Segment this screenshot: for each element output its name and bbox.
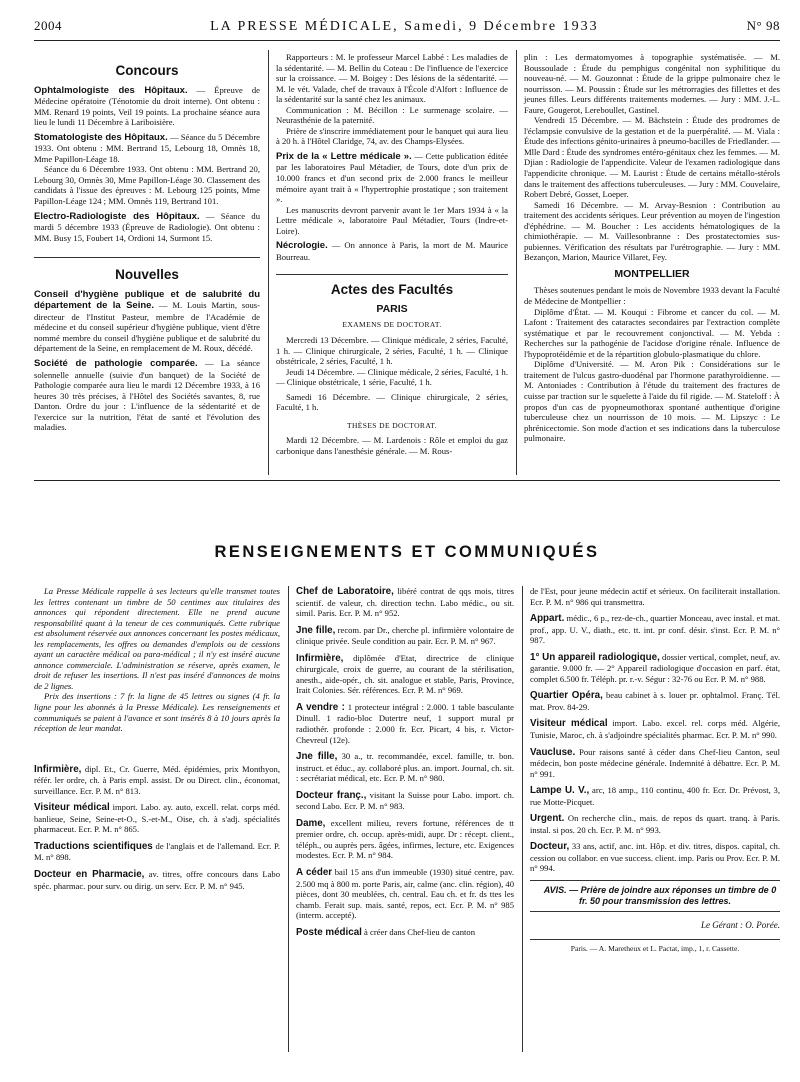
ad-item: Traductions scientifiques de l'anglais et de l'allemand. Ecr. P. M. n° 898. bbox=[34, 840, 281, 863]
column-ads-right bbox=[530, 586, 780, 954]
ad-item: A céder bail 15 ans d'un immeuble (1930) situé centre, pav. 2.500 mq à 800 m. porte Paris, air, calme (anc. clin. région), 40 pièces, dont 30 meublées, ch. central. Eau ch. et fr. ds ttes les chamb. Ferait sup. mais. santé, repos, ect. Ecr. P. M. n° 985 (interm. accepté). bbox=[296, 867, 514, 921]
ad-item: Infirmière, diplômée d'Etat, directrice de clinique chirurgicale, croix de guerre, au courant de la stérilisation, anesth., aide-opér., ch. sit. analogue et stable, Paris, Province, Irait Colonies. Sér. références. Ecr. P. M. n° 969. bbox=[296, 652, 514, 696]
diplome-universite-text: Diplôme d'Université. — M. Aron Pik : Considérations sur le traitement de l'ulcus gastro-duodénal par l'hormone parathyroïdienne. — M. Antoniades : Contribution à l'étude du traitement des fractures de cuisse par traction sur le squelette à l'aide du fil rigide. — M. Stateloff : À propos d'un cas de pyopneumothorax spontané authentique d'origine tuberculeuse chez un nourrisson de 10 mois. — M. Lipszyc : Le phrénicectomie. Son mode d'action et ses indications dans la tuberculose pulmonaire. bbox=[524, 359, 780, 444]
ad-item: Lampe U. V., arc, 18 amp., 110 continu, 400 fr. Ecr. Dr. Prévost, 3, rue Motte-Picquet. bbox=[530, 785, 780, 807]
concours-item: Electro-Radiologiste des Hôpitaux. — Séance du mardi 5 décembre 1933 (Épreuve de Radiologie). Ont obtenu : MM. Busy 15, Foubert 14, Ordioni 14, Surmont 15. bbox=[34, 210, 260, 243]
necrologie-item: Nécrologie. — On annonce à Paris, la mort de M. Maurice Bourreau. bbox=[276, 240, 508, 262]
prix-item: Prix de la « Lettre médicale ». — Cette publication éditée par les laboratoires Paul Métadier, de Tours, dote d'un prix de 10.000 francs et d'un second prix de 2.000 francs le meilleur mémoire ayant trait à « l'hypertrophie prostatique ; son traitement ». bbox=[276, 150, 508, 205]
theses-continued: plin : Les dermatomyomes à topographie systématisée. — M. Boussoulade : Étude du pemphigus congénital non syphilitique du nouveau-né. — M. Gouzonnat : Étude de la grippe pulmonaire chez le nourrisson. — M. Poussin : Étude sur les métrorragies des fillettes et des jeunes filles. Leurs différents traitements modernes. — Jury : MM. J.-L. Faure, Gougerot, Lereboullet, Gastinel. bbox=[524, 52, 780, 115]
column-ads-middle bbox=[296, 586, 514, 938]
ad-item: Jne fille, 30 a., tr. recommandée, excel. famille, tr. bon. instruct. et éduc., ay. collaboré plus. an. import. Journal, ch. sit. : secrétariat médical, etc. Ecr. P. M. n° 980. bbox=[296, 751, 515, 784]
column-rule bbox=[268, 50, 269, 475]
ad-item: Infirmière, dipl. Et., Cr. Guerre, Méd. épidémies, prix Monthyon, référ. ler ordre, ch. à Paris empl. assist. Dr ou Direct. clin., économat, surveillance. Ecr. P. M. n° 813. bbox=[34, 763, 280, 796]
nouvelles-item: Société de pathologie comparée. — La séance solennelle annuelle (suivie d'un banquet) de la Société de Pathologie comparée aura lieu le mardi 12 Décembre 1933, à 16 heures 30 très précises, à l'Hôtel des Sociétés savantes, 8, rue Danton. Ordre du jour : L'influence de la sédentarité et de l'exercice sur la nutrition, l'état de santé et l'évolution des maladies. bbox=[34, 358, 260, 433]
ad-item: Vaucluse. Pour raisons santé à céder dans Chef-lieu Canton, seul médecin, bon poste médecine générale. Indemnité à débattre. Ecr. P. M. n° 991. bbox=[530, 746, 780, 779]
imprimeur-text: Paris. — A. Maretheux et L. Pactat, imp., 1, r. Cassette. bbox=[570, 943, 740, 953]
page-number: 2004 bbox=[34, 18, 62, 33]
ad-item: Quartier Opéra, beau cabinet à s. louer pr. ophtalmol. Franç. Tél. mat. Prov. 84-29. bbox=[530, 690, 781, 712]
vendredi-text: Vendredi 15 Décembre. — M. Bächstein : Étude des prodromes de l'éclampsie convulsive de la gestation et de la puerpéralité. — M. Viala : Étude des infections génito-urinaires à pneumo-bacilles de Friedlander. — Mlle Dard : Étude des syndromes entéro-génitaux chez les femmes. — M. Djian : Radiologie de l'appendicite. Valeur de l'examen radiologique dans l'appendicite chronique. — M. Laurist : Étude de certains métallo-stérols dans le traitement des affections tuberculeuses. — Jury : MM. Couvelaire, Robert Debré, Gosset, Loeper. bbox=[524, 115, 780, 200]
header-rule bbox=[34, 40, 780, 41]
concours-item: Séance du 6 Décembre 1933. Ont obtenu : MM. Bertrand 20, Lebourg 30, Omnès 30, Mme Papillon-Léage 30. Classement des candidats à l'issue des épreuves : M. Lebourg 125 points, Mme Papillon-Léage 124 ; MM. Omnès 119, Bertrand 101. bbox=[34, 164, 260, 207]
issue-date: Samedi, 9 Décembre 1933 bbox=[404, 19, 599, 34]
ad-item: Urgent. On recherche clin., mais. de repos ds quart. tranq. à Paris. instal. si pos. 20 ch. Ecr. P. M. n° 993. bbox=[530, 813, 780, 835]
ad-item: Docteur franç., visitant la Suisse pour Labo. import. ch. second Labo. Ecr. P. M. n° 983. bbox=[296, 789, 515, 812]
column-rule bbox=[516, 50, 517, 475]
renseignements-banner: RENSEIGNEMENTS ET COMMUNIQUÉS bbox=[214, 543, 600, 561]
section-divider bbox=[276, 274, 508, 275]
rapporteurs-text: Rapporteurs : M. le professeur Marcel Labbé : Les maladies de la sédentarité. — M. Bellin du Coteau : De l'influence de l'exercice sur la croissance. — M. Boigey : Des lésions de la sédentarité. — M. le vét. Valade, chef de travaux à l'École d'Alfort : Influence de la sédentarité sur la santé chez les animaux. bbox=[276, 52, 508, 105]
paris-heading: PARIS bbox=[376, 302, 408, 315]
issue-number: N° 98 bbox=[746, 18, 780, 33]
theses-heading: THÈSES DE DOCTORAT. bbox=[346, 420, 438, 430]
nouvelles-item: Conseil d'hygiène publique et de salubrité du département de la Seine. — M. Louis Martin, sous-directeur de l'Institut Pasteur, membre de l'Académie de médecine et du conseil supérieur d'hygiène publique, vient d'être nommé membre du conseil d'hygiène publique et de salubrité du département de la Seine, en remplacement de M. Roux, décédé. bbox=[34, 288, 260, 354]
column-concours-nouvelles bbox=[34, 63, 261, 433]
montpellier-heading: MONTPELLIER bbox=[614, 267, 690, 280]
column-rule bbox=[288, 586, 289, 1052]
samedi-text: Samedi 16 Décembre. — Clinique chirurgicale, 2 séries, Faculté, 1 h. bbox=[276, 391, 508, 413]
ad-item: A vendre : 1 protecteur intégral : 2.000. 1 table basculante Dinull. 1 radio-bloc Dutertre neuf, 1 support mural pr radiothér. profonde : 2.000 fr. Ecr. Picart, 4 bis, r. Victor-Chevreul (12e). bbox=[296, 701, 515, 745]
column-middle bbox=[276, 52, 508, 457]
mardi-text: Mardi 12 Décembre. — M. Lardenois : Rôle et emploi du gaz carbonique dans l'anesthésie générale. — M. Rous- bbox=[276, 435, 508, 456]
ad-item: de l'Est, pour jeune médecin actif et sérieux. On faciliterait installation. Ecr. P. M. n° 986 qui transmettra. bbox=[530, 586, 780, 607]
column-ads-left bbox=[34, 586, 280, 891]
ad-item: Appart. médic., 6 p., rez-de-ch., quartier Monceau, avec instal. et mat. prof., app. U. V., diath., etc. tt. int. pr conf. désir. s'inst. Ecr. P. M. n° 987. bbox=[530, 613, 780, 646]
facultes-title: Actes des Facultés bbox=[330, 282, 454, 298]
avis-rule bbox=[530, 880, 780, 881]
nouvelles-title: Nouvelles bbox=[115, 267, 179, 283]
banquet-text: Prière de s'inscrire immédiatement pour le banquet qui aura lieu à 20 h. à l'Hôtel Claridge, 74, av. des Champs-Elysées. bbox=[276, 125, 508, 147]
notice-text: La Presse Médicale rappelle à ses lecteurs qu'elle transmet toutes les lettres contenant un timbre de 50 centimes aux titulaires des annonces qui répondent directement. Elle ne prend aucune responsabilité quant à la teneur de ces communiqués. Cette rubrique est absolument réservée aux annonces concernant les postes médicaux, les remplacements, les offres ou demandes d'emplois ou de cessions ayant un caractère médical ou para-médical ; il n'y est inséré aucune annonce commerciale. L'administration se réserve, après examen, le droit de refuser les insertions. Il n'est pas inséré d'annonces de moins de 2 lignes. bbox=[34, 586, 280, 691]
mercredi-text: Mercredi 13 Décembre. — Clinique médicale, 2 séries, Faculté, 1 h. — Clinique chirurgicale, 2 séries, Faculté, 1 h. — Clinique obstétricale, 2 séries, Faculté, 1 h. bbox=[276, 335, 508, 367]
avis-rule bbox=[530, 911, 780, 912]
samedi-theses-text: Samedi 16 Décembre. — M. Arvay-Besnion : Contribution au traitement des accidents sériques. Leur prévention au moyen de l'ingestion d'éphédrine. — M. Boucher : Les accidents hématologiques de la chimiothérapie. — M. Vaillesonbranne : Des prostatectomies sus-pubiennes. Vérification des résultats par l'urétrographie. — Jury : MM. Bezançon, Marion, Maurice Villaret, Fey. bbox=[524, 199, 780, 263]
section-divider bbox=[34, 257, 260, 258]
gerant-text: Le Gérant : O. Porée. bbox=[701, 920, 780, 931]
section-rule bbox=[34, 480, 780, 481]
ad-item: Visiteur médical import. Labo. excel. rel. corps méd. Algérie, Tunisie, Maroc, ch. à s'adjoindre spécialités pharmac. Ecr. P. M. n° 990. bbox=[530, 718, 780, 741]
montpellier-intro: Thèses soutenues pendant le mois de Novembre 1933 devant la Faculté de Médecine de Montpellier : bbox=[524, 285, 780, 307]
ad-item: Chef de Laboratoire, libéré contrat de qqs mois, titres scientif. de valeur, ch. direction techn. Labo médic., ou sit. simil. Paris. Ecr. P. M. n° 952. bbox=[296, 586, 514, 619]
communication-text: Communication : M. Bécillon : Le surmenage scolaire. — Neurasthénie de la paternité. bbox=[276, 104, 508, 126]
imprimeur-rule bbox=[530, 939, 780, 940]
avis-text: AVIS. — Prière de joindre aux réponses un timbre de 0 fr. 50 pour transmission des lettres. bbox=[543, 885, 777, 907]
ad-item: Docteur, 33 ans, actif, anc. int. Hôp. et div. titres, dispos. capital, ch. cession ou collabor. en vue success. client. imp. Paris ou Prov. Ecr. P. M. n° 994. bbox=[530, 841, 780, 874]
concours-item: Stomatologiste des Hôpitaux. — Séance du 5 Décembre 1933. Ont obtenu : MM. Bertrand 15, Lebourg 18, Omnès 18, Mme Papillon-Léage 18. bbox=[34, 131, 261, 164]
ad-item: Docteur en Pharmacie, av. titres, offre concours dans Labo spéc. pharmac. pour surv. ou dirig. un serv. Ecr. P. M. n° 945. bbox=[34, 869, 280, 891]
concours-title: Concours bbox=[115, 63, 179, 78]
diplome-etat-text: Diplôme d'État. — M. Kouqui : Fibrome et cancer du col. — M. Lafont : Traitement des cataractes secondaires par l'extraction complète systématique et par le recouvrement conjonctival. — M. Yebda : Recherches sur la pathogénie de l'acidose d'origine rénale. Influence de l'hypoprotéidémie et de la répartition globulo-plasmatique du chlore. bbox=[524, 306, 780, 359]
examens-heading: EXAMENS DE DOCTORAT. bbox=[342, 320, 442, 330]
jeudi-text: Jeudi 14 Décembre. — Clinique médicale, 2 séries, Faculté, 1 h. — Clinique obstétricale, 1 série, Faculté, 1 h. bbox=[276, 366, 508, 388]
column-rule bbox=[522, 586, 523, 1052]
ad-item: Visiteur médical import. Labo. ay. auto, excell. relat. corps méd. banlieue, Seine, Seine-et-O., S.-et-M., Oise, ch. à s'adj. spécialités pharmaceut. Ecr. P. M. n° 865. bbox=[34, 802, 280, 835]
page-header bbox=[34, 18, 780, 38]
manuscrits-text: Les manuscrits devront parvenir avant le 1er Mars 1934 à « la Lettre médicale », laboratoire Paul Métadier, Tours (Indre-et-Loire). bbox=[276, 204, 508, 236]
ad-item: Poste médical à créer dans Chef-lieu de canton bbox=[296, 926, 475, 938]
ad-item: Jne fille, recom. par Dr., cherche pl. infirmière volontaire de clinique privée. Seule condition au pair. Ecr. P. M. n° 967. bbox=[296, 624, 514, 647]
ad-item: Dame, excellent milieu, revers fortune, références de tt premier ordre, ch. occup. après-midi, aupr. Dr : récept. client., téléph., ou auprès pers. âgées, infirmes, lecture, etc. Exigences modestes. Ecr. P. M. n° 984. bbox=[296, 817, 515, 861]
prix-insertions-text: Prix des insertions : 7 fr. la ligne de 45 lettres ou signes (4 fr. la ligne pour les abonnés à la Presse Médicale). Les renseignements et communiqués se paient à l'avance et sont insérés 8 à 10 jours après la réception de leur mandat. bbox=[34, 691, 280, 734]
journal-title: LA PRESSE MÉDICALE, Samedi, 9 Décembre 1933 bbox=[210, 19, 599, 34]
concours-item: Ophtalmologiste des Hôpitaux. — Épreuve de Médecine opératoire (Ténotomie du droit interne). Ont obtenu : MM. Renard 19 points, Veil 19 points. La prochaine séance aura lieu le lundi 11 Décembre à Lariboisière. bbox=[34, 84, 260, 128]
ad-item: 1° Un appareil radiologique, dossier vertical, complet, neuf, av. garantie. 9.000 fr. — 2° Appareil radiologique d'occasion en parf. état, complet 6.500 fr. Téléph. pr. r.-v. Ségur : 32-76 ou Ecr. P. M. n° 988. bbox=[530, 651, 780, 684]
column-theses bbox=[524, 52, 780, 444]
